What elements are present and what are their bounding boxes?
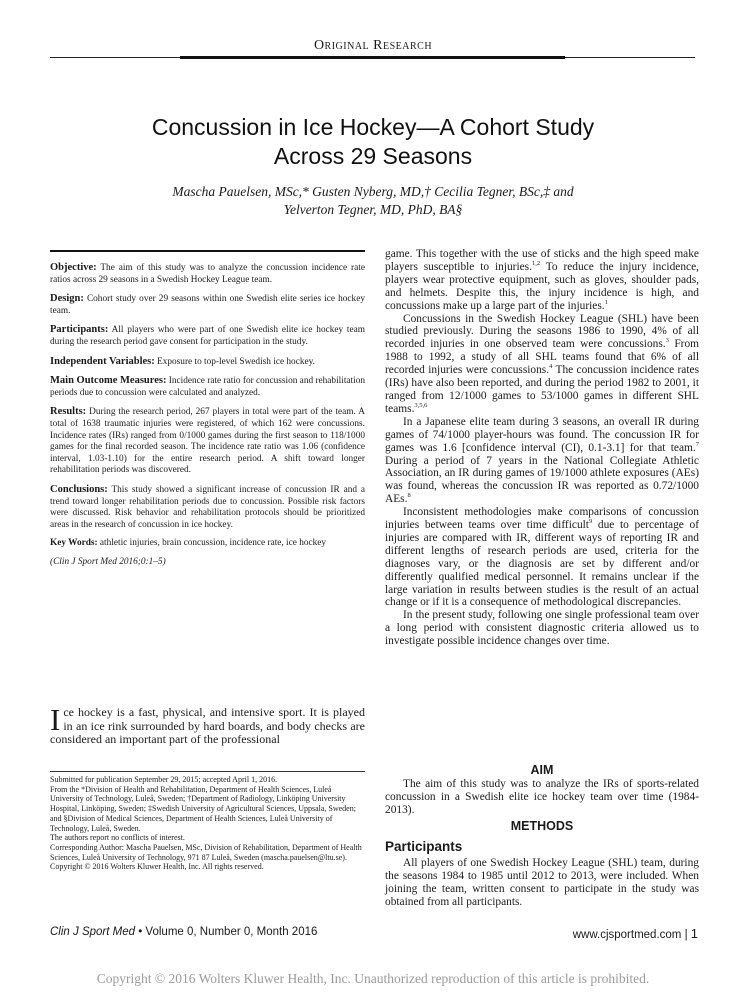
footnote-conflicts: The authors report no conflicts of interest. (50, 833, 185, 843)
journal-url[interactable]: www.cjsportmed.com (572, 929, 682, 941)
authors-line-1: Mascha Pauelsen, MSc,* Gusten Nyberg, MD,† Cecilia Tegner, BSc,‡ and (172, 184, 574, 199)
intro-text: ce hockey is a fast, physical, and intensive sport. It is played in an ice rink surrounded by hard boards, and body checks are considered an important part of the professional (50, 705, 365, 747)
issue-info: • Volume 0, Number 0, Month 2016 (135, 926, 318, 938)
copyright-notice: Copyright © 2016 Wolters Kluwer Health, Inc. Unauthorized reproduction of this article is prohibited. (96, 971, 650, 986)
article-title (0, 113, 746, 171)
methods-heading: METHODS (510, 819, 574, 833)
footnote-corresponding: Corresponding Author: Mascha Pauelsen, MSc, Division of Rehabilitation, Department of Health Sciences, Luleå University of Technology, 971 87 Luleå, Sweden (mascha.pauelsen@ltu.se). (50, 842, 362, 862)
body-paragraph: In a Japanese elite team during 3 seasons, an overall IR during games of 74/1000 player-hours was found. The concussion IR for games was 1.6 [confidence interval (CI), 0.1-3.1] for that team.$^7$ During a period of 7 years in the National Collegiate Athletic Association, an IR during games of 19/1000 athlete exposures (AEs) was found, whereas the concussion IR was reported as 0.72/1000 AEs.$^8$ (385, 415, 699, 506)
journal-footer (50, 926, 317, 938)
title-line-1: Concussion in Ice Hockey—A Cohort Study (151, 114, 595, 140)
drop-cap: I (50, 702, 61, 737)
body-paragraph: Inconsistent methodologies make comparisons of concussion injuries between teams over time difficult$^9$ due to percentage of injuries are compared with IR, different ways of reporting IR and different lengths of research periods are used, criteria for the diagnoses vary, or the diagnosis are set by different and/or differently qualified medical personnel. It remains unclear if the large variation in results between studies is the result of an actual change or if it is a consequence of methodological discrepancies. (385, 506, 699, 609)
abstract-outcome-measures: Main Outcome Measures: Incidence rate ratio for concussion and rehabilitation periods due to concussion were calculated and analyzed. (50, 375, 366, 398)
footnotes (50, 775, 365, 872)
abstract-objective: Objective: The aim of this study was to analyze the concussion incidence rate ratios across 29 seasons in a Swedish Hockey League team. (50, 262, 365, 285)
abstract-participants: Participants: All players who were part of one Swedish elite ice hockey team during the research period gave consent for participation in the study. (50, 324, 365, 347)
abstract-keywords: Key Words: athletic injuries, brain concussion, incidence rate, ice hockey (50, 538, 327, 549)
body-paragraph: In the present study, following one single professional team over a long period with consistent diagnostic criteria allowed us to investigate possible incidence changes over time. (385, 609, 699, 648)
body-paragraph: game. This together with the use of sticks and the high speed make players susceptible to injuries.$^{1,2}$ To reduce the injury incidence, players wear protective equipment, such as gloves, shoulder pads, and helmets. Despite this, the injury incidence is high, and concussions make up a large part of the injuries.$^1$ (385, 248, 699, 312)
section-label: Original Research (313, 38, 433, 53)
abstract-independent-variables: Independent Variables: Exposure to top-level Swedish ice hockey. (50, 355, 315, 367)
footnote-affiliations: From the *Division of Health and Rehabilitation, Department of Health Sciences, Luleå University of Technology, Luleå, Sweden; †Department of Radiology, Linköping University Hospital, Linköping, Sweden; ‡Swedish University of Agricultural Sciences, Uppsala, Sweden; and §Division of Medical Sciences, Department of Health Sciences, Luleå University of Technology, Luleå, Sweden. (50, 784, 356, 833)
aim-heading: AIM (530, 763, 554, 777)
header-rule-accent (180, 56, 565, 59)
author-list (60, 183, 686, 219)
abstract (50, 262, 365, 575)
page-number: 1 (690, 926, 698, 941)
footnote-submitted: Submitted for publication September 29, 2015; accepted April 1, 2016. (50, 775, 278, 784)
participants-text: All players of one Swedish Hockey League (SHL) team, during the seasons 1984 to 1985 until 2012 to 2013, were included. When joining the team, written consent to participate in the study was obtained from all participants. (385, 857, 699, 908)
abstract-design: Design: Cohort study over 29 seasons within one Swedish elite series ice hockey team. (50, 293, 365, 316)
footnote-rule (50, 771, 365, 772)
abstract-results: Results: During the research period, 267 players in total were part of the team. A total of 1638 traumatic injuries were registered, of which 162 were concussions. Incidence rates (IRs) ranged from 0/1000 games during the first season to 118/1000 games for the final recorded season. The incidence rate ratio was 1.06 (confidence interval, 1.03-1.10) for the entire research period. A shift toward longer rehabilitation periods was discovered. (50, 406, 365, 476)
authors-line-2: Yelverton Tegner, MD, PhD, BA§ (283, 202, 463, 217)
page-footer (573, 926, 698, 941)
journal-name: Clin J Sport Med (50, 926, 136, 938)
body-paragraph: Concussions in the Swedish Hockey League (SHL) have been studied previously. During the seasons 1986 to 1990, 4% of all recorded injuries in one observed team were concussions.$^3$ From 1988 to 1992, a study of all SHL teams found that 6% of all recorded injuries were concussions.$^4$ The concussion incidence rates (IRs) have also been reported, and during the period 1982 to 2001, it ranged from 12/1000 games to 53/1000 games in different SHL teams.$^{3,5,6}$ (385, 312, 700, 415)
footnote-copyright: Copyright © 2016 Wolters Kluwer Health, Inc. All rights reserved. (50, 862, 264, 872)
abstract-conclusions: Conclusions: This study showed a significant increase of concussion IR and a trend toward longer rehabilitation periods due to concussion. Possible risk factors were discussed. Risk behavior and rehabilitation protocols should be prioritized areas in the research of concussion in ice hockey. (50, 483, 365, 530)
abstract-citation: (Clin J Sport Med 2016;0:1–5) (50, 556, 166, 567)
abstract-rule (50, 250, 365, 252)
intro-paragraph (50, 702, 365, 747)
aim-text: The aim of this study was to analyze the IRs of sports-related concussion in a Swedish elite ice hockey team over time (1984-2013). (385, 778, 699, 816)
title-line-2: Across 29 Seasons (273, 143, 473, 169)
body-text (385, 248, 699, 648)
page-separator: | (681, 929, 691, 941)
participants-subheading: Participants (385, 839, 463, 854)
